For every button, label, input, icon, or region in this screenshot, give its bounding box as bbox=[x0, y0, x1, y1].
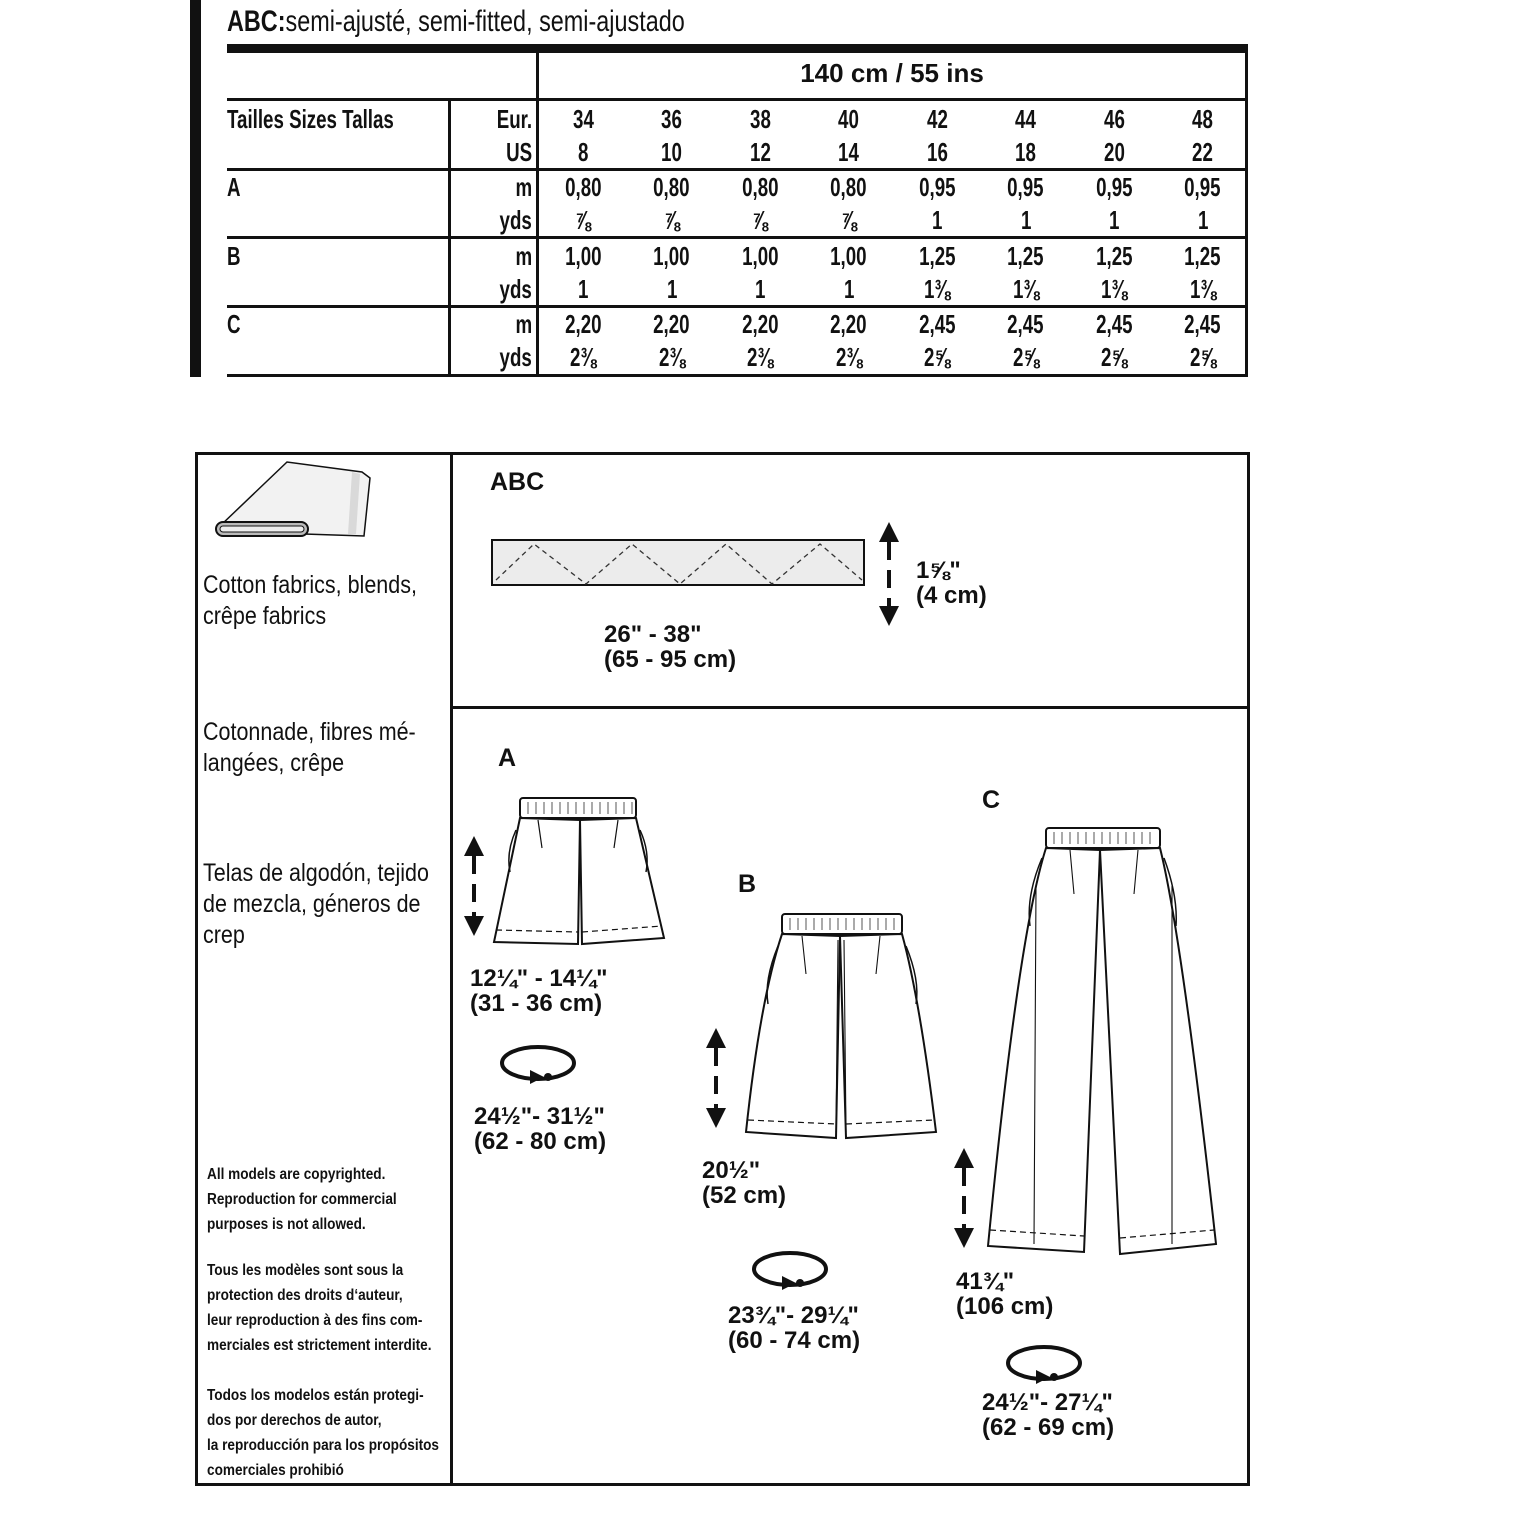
hem-circumference-icon bbox=[1004, 1344, 1086, 1386]
yards-value: 1 bbox=[932, 205, 943, 235]
eur-size: 44 bbox=[1015, 104, 1037, 134]
yards-value-cell bbox=[716, 274, 805, 304]
yards-value: 1⅜ bbox=[1101, 274, 1128, 304]
view-b-length: 20½" bbox=[702, 1157, 761, 1184]
yards-value: 1 bbox=[1020, 205, 1031, 235]
waistband-label: ABC bbox=[490, 468, 545, 496]
copyright-fr-line: merciales est strictement interdite. bbox=[207, 1337, 432, 1354]
fit-code: ABC: bbox=[227, 5, 286, 38]
meters-value: 0,95 bbox=[1007, 172, 1044, 202]
yards-value-cell bbox=[982, 274, 1071, 304]
us-size: 20 bbox=[1103, 137, 1125, 167]
yards-value-cell bbox=[1070, 205, 1159, 235]
meters-value-cell bbox=[1070, 172, 1159, 202]
meters-value-cell bbox=[982, 172, 1071, 202]
eur-size: 42 bbox=[926, 104, 948, 134]
yards-value: 2⅝ bbox=[924, 342, 951, 372]
eur-size-cell bbox=[716, 104, 805, 134]
yards-value: 1 bbox=[843, 274, 854, 304]
eur-size-cell bbox=[1159, 104, 1248, 134]
yards-value: 2⅜ bbox=[747, 342, 774, 372]
fabric-es-line: crep bbox=[203, 921, 245, 949]
yards-value: ⅞ bbox=[752, 205, 769, 235]
unit-label: yds bbox=[499, 342, 532, 372]
meters-value-cell bbox=[805, 172, 894, 202]
yards-value: ⅞ bbox=[840, 205, 857, 235]
fabric-bolt-icon bbox=[212, 458, 374, 542]
eur-size: 40 bbox=[838, 104, 860, 134]
yards-value-cell bbox=[716, 342, 805, 372]
yards-value-cell bbox=[805, 205, 894, 235]
table-rule bbox=[227, 98, 1248, 101]
meters-value-cell bbox=[1159, 309, 1248, 339]
copyright-es-line: dos por derechos de autor, bbox=[207, 1412, 382, 1429]
eur-size-cell bbox=[1070, 104, 1159, 134]
copyright-fr-line: Tous les modèles sont sous la bbox=[207, 1262, 404, 1279]
meters-value-cell bbox=[982, 309, 1071, 339]
yards-value: 2⅜ bbox=[570, 342, 597, 372]
meters-value-cell bbox=[1070, 309, 1159, 339]
unit-label: m bbox=[515, 172, 532, 202]
yards-value-cell bbox=[1159, 342, 1248, 372]
view-c-label: C bbox=[982, 786, 1001, 814]
view-a-shorts bbox=[488, 792, 670, 948]
yards-value: 2⅜ bbox=[658, 342, 685, 372]
us-size-cell bbox=[539, 137, 628, 167]
view-c-hem-cm: (62 - 69 cm) bbox=[982, 1414, 1115, 1441]
view-code: A bbox=[227, 172, 241, 202]
view-c-trousers bbox=[986, 826, 1220, 1258]
meters-value: 1,25 bbox=[1007, 241, 1044, 271]
copyright-en-line: Reproduction for commercial bbox=[207, 1191, 397, 1208]
meters-value: 1,25 bbox=[919, 241, 956, 271]
meters-value: 2,20 bbox=[742, 309, 779, 339]
hem-circumference-icon bbox=[750, 1250, 832, 1292]
waistband-width: 1⅝" bbox=[916, 557, 961, 584]
view-code: C bbox=[227, 309, 241, 339]
eur-size-cell bbox=[893, 104, 982, 134]
us-size-cell bbox=[1159, 137, 1248, 167]
yards-value: 1 bbox=[755, 274, 766, 304]
meters-value-cell bbox=[805, 309, 894, 339]
length-arrow-icon bbox=[461, 834, 487, 938]
meters-value: 2,45 bbox=[1184, 309, 1221, 339]
us-size: 16 bbox=[926, 137, 948, 167]
meters-value: 0,80 bbox=[830, 172, 867, 202]
eur-label: Eur. bbox=[496, 104, 532, 134]
yards-value-cell bbox=[628, 205, 717, 235]
view-a-hem-cm: (62 - 80 cm) bbox=[474, 1128, 607, 1155]
us-size-cell bbox=[628, 137, 717, 167]
meters-value: 2,45 bbox=[919, 309, 956, 339]
us-size: 8 bbox=[578, 137, 589, 167]
panel-divider bbox=[450, 706, 1250, 709]
meters-value: 0,80 bbox=[653, 172, 690, 202]
meters-value: 0,80 bbox=[742, 172, 779, 202]
us-size-cell bbox=[1070, 137, 1159, 167]
table-rule bbox=[227, 168, 1248, 171]
view-b-hem: 23¾"- 29¼" bbox=[728, 1302, 859, 1329]
view-c-length-cm: (106 cm) bbox=[956, 1293, 1054, 1320]
yards-value: 1⅜ bbox=[1189, 274, 1216, 304]
accent-bar bbox=[190, 0, 201, 377]
us-size-cell bbox=[982, 137, 1071, 167]
fit-description: semi-ajusté, semi-fitted, semi-ajustado bbox=[285, 5, 685, 38]
length-arrow-icon bbox=[703, 1026, 729, 1130]
yards-value: 2⅝ bbox=[1012, 342, 1039, 372]
meters-value-cell bbox=[893, 241, 982, 271]
yards-value: 1⅜ bbox=[1012, 274, 1039, 304]
yards-value-cell bbox=[539, 342, 628, 372]
hem-circumference-icon bbox=[498, 1044, 580, 1086]
yardage-table bbox=[227, 44, 1248, 377]
waistband-width-cm: (4 cm) bbox=[916, 582, 987, 609]
yards-value: ⅞ bbox=[663, 205, 680, 235]
meters-value: 1,00 bbox=[742, 241, 779, 271]
meters-value: 1,00 bbox=[565, 241, 602, 271]
table-rule bbox=[227, 305, 1248, 308]
meters-value: 2,20 bbox=[565, 309, 602, 339]
us-size-cell bbox=[805, 137, 894, 167]
meters-value-cell bbox=[1159, 172, 1248, 202]
view-a-label: A bbox=[498, 744, 517, 772]
view-a-hem: 24½"- 31½" bbox=[474, 1103, 605, 1130]
yards-value-cell bbox=[982, 205, 1071, 235]
width-header: 140 cm / 55 ins bbox=[800, 58, 984, 88]
yards-value-cell bbox=[539, 274, 628, 304]
meters-value-cell bbox=[716, 309, 805, 339]
yards-value-cell bbox=[893, 342, 982, 372]
view-b-label: B bbox=[738, 870, 757, 898]
view-b-shorts bbox=[742, 910, 938, 1144]
view-b-hem-cm: (60 - 74 cm) bbox=[728, 1327, 861, 1354]
view-c-length: 41¾" bbox=[956, 1268, 1015, 1295]
eur-size-cell bbox=[539, 104, 628, 134]
view-a-length-cm: (31 - 36 cm) bbox=[470, 990, 603, 1017]
unit-label: m bbox=[515, 241, 532, 271]
copyright-es-line: Todos los modelos están protegi- bbox=[207, 1387, 424, 1404]
yards-value: 1 bbox=[666, 274, 677, 304]
meters-value-cell bbox=[1159, 241, 1248, 271]
fabric-fr-line: Cotonnade, fibres mé- bbox=[203, 718, 416, 746]
meters-value-cell bbox=[628, 172, 717, 202]
fabric-en-line: Cotton fabrics, blends, bbox=[203, 571, 417, 599]
meters-value-cell bbox=[628, 241, 717, 271]
meters-value-cell bbox=[539, 309, 628, 339]
yards-value-cell bbox=[982, 342, 1071, 372]
us-size: 12 bbox=[749, 137, 771, 167]
yards-value-cell bbox=[628, 274, 717, 304]
eur-size: 48 bbox=[1192, 104, 1214, 134]
yards-value-cell bbox=[628, 342, 717, 372]
eur-size-cell bbox=[982, 104, 1071, 134]
eur-size: 36 bbox=[661, 104, 683, 134]
waistband-length: 26" - 38" bbox=[604, 621, 702, 648]
meters-value: 1,00 bbox=[830, 241, 867, 271]
yards-value-cell bbox=[805, 274, 894, 304]
yards-value-cell bbox=[805, 342, 894, 372]
meters-value: 0,95 bbox=[1096, 172, 1133, 202]
length-arrow-icon bbox=[951, 1146, 977, 1250]
meters-value-cell bbox=[1070, 241, 1159, 271]
copyright-fr-line: leur reproduction à des fins com- bbox=[207, 1312, 423, 1329]
meters-value: 1,00 bbox=[653, 241, 690, 271]
meters-value-cell bbox=[893, 309, 982, 339]
eur-size: 34 bbox=[572, 104, 594, 134]
length-arrow-icon bbox=[876, 520, 902, 628]
yards-value-cell bbox=[1159, 274, 1248, 304]
us-size: 10 bbox=[661, 137, 683, 167]
view-b-length-cm: (52 cm) bbox=[702, 1182, 787, 1209]
us-size-cell bbox=[716, 137, 805, 167]
us-size: 18 bbox=[1015, 137, 1037, 167]
meters-value: 1,25 bbox=[1184, 241, 1221, 271]
yards-value: ⅞ bbox=[575, 205, 592, 235]
meters-value: 2,45 bbox=[1096, 309, 1133, 339]
yards-value-cell bbox=[716, 205, 805, 235]
meters-value-cell bbox=[716, 172, 805, 202]
yards-value: 2⅝ bbox=[1101, 342, 1128, 372]
yards-value: 1 bbox=[1109, 205, 1120, 235]
us-size-cell bbox=[893, 137, 982, 167]
view-code: B bbox=[227, 241, 241, 271]
view-c-hem: 24½"- 27¼" bbox=[982, 1389, 1113, 1416]
meters-value-cell bbox=[805, 241, 894, 271]
yards-value-cell bbox=[893, 205, 982, 235]
fabric-es-line: Telas de algodón, tejido bbox=[203, 859, 429, 887]
yards-value: 2⅜ bbox=[835, 342, 862, 372]
table-rule bbox=[448, 100, 451, 377]
copyright-fr-line: protection des droits d‘auteur, bbox=[207, 1287, 403, 1304]
meters-value: 2,20 bbox=[653, 309, 690, 339]
us-size: 22 bbox=[1192, 137, 1214, 167]
unit-label: yds bbox=[499, 274, 532, 304]
fabric-fr-line: langées, crêpe bbox=[203, 749, 345, 777]
us-label: US bbox=[505, 137, 532, 167]
yards-value: 1 bbox=[578, 274, 589, 304]
meters-value-cell bbox=[539, 172, 628, 202]
fabric-es-line: de mezcla, géneros de bbox=[203, 890, 421, 918]
meters-value: 2,45 bbox=[1007, 309, 1044, 339]
eur-size-cell bbox=[628, 104, 717, 134]
fit-heading bbox=[227, 2, 685, 42]
yards-value: 1⅜ bbox=[924, 274, 951, 304]
fabric-en-line: crêpe fabrics bbox=[203, 602, 327, 630]
eur-size-cell bbox=[805, 104, 894, 134]
yards-value-cell bbox=[539, 205, 628, 235]
copyright-es-line: la reproducción para los propósitos bbox=[207, 1437, 439, 1454]
meters-value: 2,20 bbox=[830, 309, 867, 339]
eur-size: 46 bbox=[1103, 104, 1125, 134]
copyright-en-line: purposes is not allowed. bbox=[207, 1216, 366, 1233]
yards-value: 1 bbox=[1197, 205, 1208, 235]
waistband-length-cm: (65 - 95 cm) bbox=[604, 646, 737, 673]
eur-size: 38 bbox=[749, 104, 771, 134]
sizes-label: Tailles Sizes Tallas bbox=[227, 104, 394, 134]
us-size: 14 bbox=[838, 137, 860, 167]
copyright-en-line: All models are copyrighted. bbox=[207, 1166, 386, 1183]
table-top-rule bbox=[227, 44, 1248, 53]
meters-value-cell bbox=[982, 241, 1071, 271]
meters-value-cell bbox=[716, 241, 805, 271]
table-rule bbox=[227, 236, 1248, 239]
yards-value-cell bbox=[893, 274, 982, 304]
meters-value: 0,95 bbox=[1184, 172, 1221, 202]
meters-value-cell bbox=[539, 241, 628, 271]
unit-label: yds bbox=[499, 205, 532, 235]
meters-value: 0,80 bbox=[565, 172, 602, 202]
yards-value-cell bbox=[1159, 205, 1248, 235]
meters-value-cell bbox=[628, 309, 717, 339]
yards-value-cell bbox=[1070, 274, 1159, 304]
yards-value: 2⅝ bbox=[1189, 342, 1216, 372]
copyright-es-line: comerciales prohibió bbox=[207, 1462, 344, 1479]
waistband-piece bbox=[490, 538, 868, 590]
table-rule bbox=[227, 374, 1248, 377]
unit-label: m bbox=[515, 309, 532, 339]
meters-value: 0,95 bbox=[919, 172, 956, 202]
view-a-length: 12¼" - 14¼" bbox=[470, 965, 608, 992]
yards-value-cell bbox=[1070, 342, 1159, 372]
meters-value: 1,25 bbox=[1096, 241, 1133, 271]
meters-value-cell bbox=[893, 172, 982, 202]
